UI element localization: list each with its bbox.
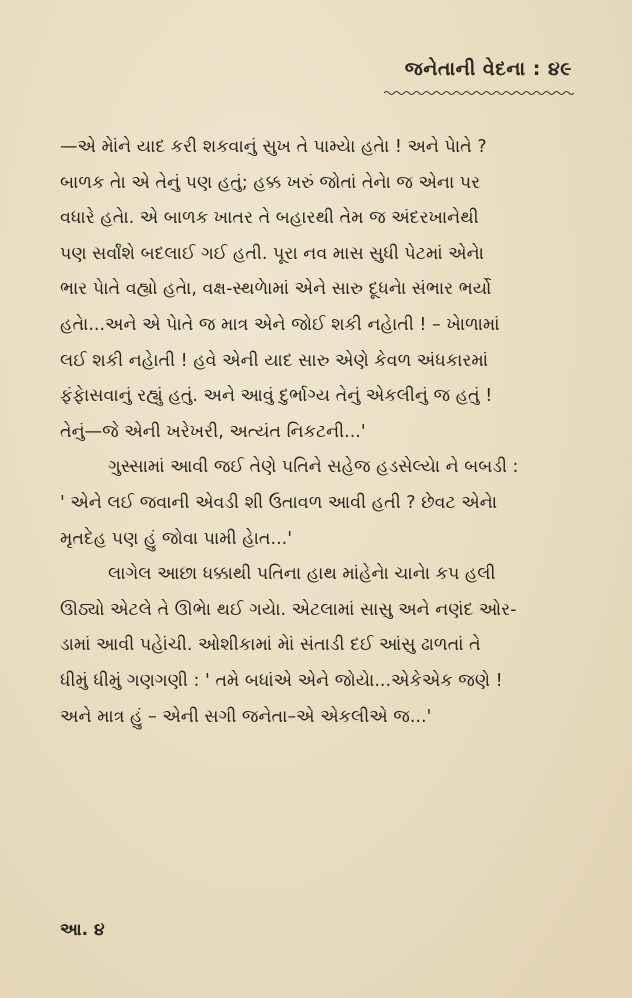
paragraph bbox=[60, 130, 580, 450]
text-line: બાળક તેા એ તેનું પણ હતું; હક્ક ખરું જોતાં તેનેા જ એના પર bbox=[60, 172, 481, 193]
text-line: ' એને લઈ જવાની એવડી શી ઉતાવળ આવી હતી ? છેવટ એનેા bbox=[60, 492, 498, 513]
header-ornamental-rule bbox=[384, 90, 574, 96]
text-line: ગુસ્સામાં આવી જઈ તેણે પતિને સહેજ હડસેલ્યેા ને બબડી : bbox=[108, 457, 519, 478]
text-line: અને માત્ર હું – એની સગી જનેતા–એ એકલીએ જ...' bbox=[60, 706, 432, 727]
running-head: જનેતાની વેદના : ૪૯ bbox=[404, 58, 572, 80]
text-line: તેનું—જે એની ખરેખરી, અત્યંત નિકટની...' bbox=[60, 421, 366, 442]
text-line: પણ સર્વાંશે બદલાઈ ગઈ હતી. પૂરા નવ માસ સુધી પેટમાં એનેા bbox=[60, 243, 484, 264]
text-line: ફંફેાસવાનું રહ્યું હતું. અને આવું દુર્ભાગ્ય તેનું એકલીનું જ હતું ! bbox=[60, 386, 493, 407]
text-line: ભાર પેાતે વહ્યો હતેા, વક્ષ-સ્થળેામાં એને સારુ દૂધનેા સંભાર ભર્યો bbox=[60, 279, 492, 300]
text-line: ધીમું ધીમું ગણગણી : ' તમે બધાંએ એને જોયેા...એકેએક જણે ! bbox=[60, 670, 503, 691]
text-line: લઈ શકી નહેાતી ! હવે એની યાદ સારુ એણે કેવળ અંધકારમાં bbox=[60, 350, 489, 371]
text-line: મૃતદેહ પણ હું જોવા પામી હેાત...' bbox=[60, 528, 293, 549]
text-line: —એ મેાંને યાદ કરી શકવાનું સુખ તે પામ્યેા હતેા ! અને પેાતે ? bbox=[60, 137, 487, 157]
paragraph bbox=[60, 557, 580, 735]
body-text bbox=[60, 130, 580, 735]
text-line: હતેા...અને એ પેાતે જ માત્ર એને જોઈ શકી નહેાતી ! – ખેાળામાં bbox=[60, 314, 500, 335]
text-line: વધારે હતેા. એ બાળક ખાતર તે બહારથી તેમ જ અંદરખાનેથી bbox=[60, 208, 479, 229]
paragraph bbox=[60, 450, 580, 557]
text-line: લાગેલ આછા ધક્કાથી પતિના હાથ માંહેનેા ચાનેા કપ હલી bbox=[108, 564, 496, 585]
text-line: ઊઠ્યો એટલે તે ઊભેા થઈ ગયેા. એટલામાં સાસુ અને નણંદ ઓર- bbox=[60, 599, 517, 620]
text-line: ડામાં આવી પહેાંચી. ઓશીકામાં મેાં સંતાડી દઈ આંસુ ઢાળતાં તે bbox=[60, 635, 481, 656]
page-signature: આ. ૪ bbox=[60, 920, 105, 940]
